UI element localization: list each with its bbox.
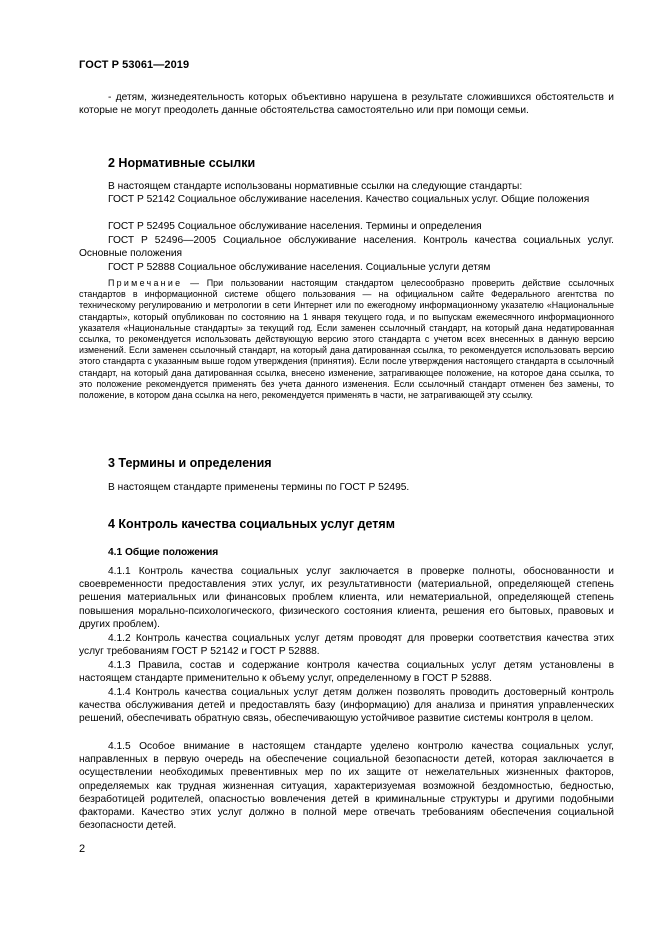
section-2-note <box>79 278 614 401</box>
section-2-heading: 2 Нормативные ссылки <box>108 156 256 170</box>
reference-item: ГОСТ Р 52496—2005 Социальное обслуживание населения. Контроль качества социальных услуг. Основные положения <box>79 235 614 260</box>
paragraph-4-1-2: 4.1.2 Контроль качества социальных услуг детям проводят для проверки соответствия качества этих услуг требованиям ГОСТ Р 52142 и ГОСТ Р 52888. <box>79 633 614 658</box>
paragraph-4-1-3: 4.1.3 Правила, состав и содержание контроля качества социальных услуг детям установлены в настоящем стандарте применительно к объему услуг, определенному в ГОСТ Р 52888. <box>79 660 614 685</box>
note-label: Примечание <box>108 278 183 288</box>
intro-continuation: - детям, жизнедеятельность которых объективно нарушена в результате сложившихся обстоятельств и которые не могут преодолеть данные обстоятельства самостоятельно или при помощи семьи. <box>79 92 614 117</box>
section-4-heading: 4 Контроль качества социальных услуг детям <box>108 517 395 531</box>
paragraph-4-1-5: 4.1.5 Особое внимание в настоящем стандарте уделено контролю качества социальных услуг, направленных в первую очередь на обеспечение социальной безопасности детей, которая заключается в осуществлении необходимых превентивных мер по их защите от нежелательных жизненных факторов, определяемых как трудная жизненная ситуация, характеризуемая возможной бездомностью, бедностью, безработицей родителей, опасностью вовлечения детей в криминальные структуры и другими подобными факторами. Качество этих услуг должно в полной мере отвечать требованиям обеспечения социальной безопасности детей. <box>79 741 614 832</box>
document-code: ГОСТ Р 53061—2019 <box>79 59 190 71</box>
reference-item: ГОСТ Р 52888 Социальное обслуживание населения. Социальные услуги детям <box>108 262 491 273</box>
section-3-heading: 3 Термины и определения <box>108 456 272 470</box>
section-2-lead: В настоящем стандарте использованы нормативные ссылки на следующие стандарты: <box>108 181 523 192</box>
page-number: 2 <box>79 843 86 855</box>
reference-item: ГОСТ Р 52495 Социальное обслуживание населения. Термины и определения <box>108 221 482 232</box>
paragraph-4-1-1: 4.1.1 Контроль качества социальных услуг заключается в проверке полноты, обоснованности и своевременности предоставления этих услуг, их результативности (материальной, определяющей степень решения материальных или финансовых проблем клиента, или нематериальной, определяющей степень повышения морально-психологического, физического состояния клиента, решения его бытовых, правовых и других проблем). <box>79 566 614 630</box>
paragraph-4-1-4: 4.1.4 Контроль качества социальных услуг детям должен позволять проводить достоверный контроль качества обслуживания детей и предоставлять базу (информацию) для анализа и принятия управленческих решений, обеспечивать обратную связь, обеспечивающую устойчивое развитие системы контроля в целом. <box>79 687 614 725</box>
section-4-1-heading: 4.1 Общие положения <box>108 547 219 558</box>
section-3-text: В настоящем стандарте применены термины по ГОСТ Р 52495. <box>108 482 410 493</box>
reference-item: ГОСТ Р 52142 Социальное обслуживание населения. Качество социальных услуг. Общие положения <box>108 194 590 205</box>
note-text: — При пользовании настоящим стандартом целесообразно проверить действие ссылочных стандартов в информационной системе общего пользования — на официальном сайте Федерального агентства по техническому регулированию и метрологии в сети Интернет или по ежегодному информационному указателю «Национальные стандарты», который опубликован по состоянию на 1 января текущего года, и по выпускам ежемесячного информационного указателя «Национальные стандарты» за текущий год. Если заменен ссылочный стандарт, на который дана недатированная ссылка, то рекомендуется использовать действующую версию этого стандарта с учетом всех внесенных в данную версию изменений. Если заменен ссылочный стандарт, на который дана датированная ссылка, то рекомендуется использовать версию этого стандарта с указанным выше годом утверждения (принятия). Если после утверждения настоящего стандарта в ссылочный стандарт, на который дана датированная ссылка, внесено изменение, затрагивающее положение, на которое дана ссылка, то это положение рекомендуется применять без учета данного изменения. Если ссылочный стандарт отменен без замены, то положение, в котором дана ссылка на него, рекомендуется применять в части, не затрагивающей эту ссылку. <box>79 278 614 401</box>
